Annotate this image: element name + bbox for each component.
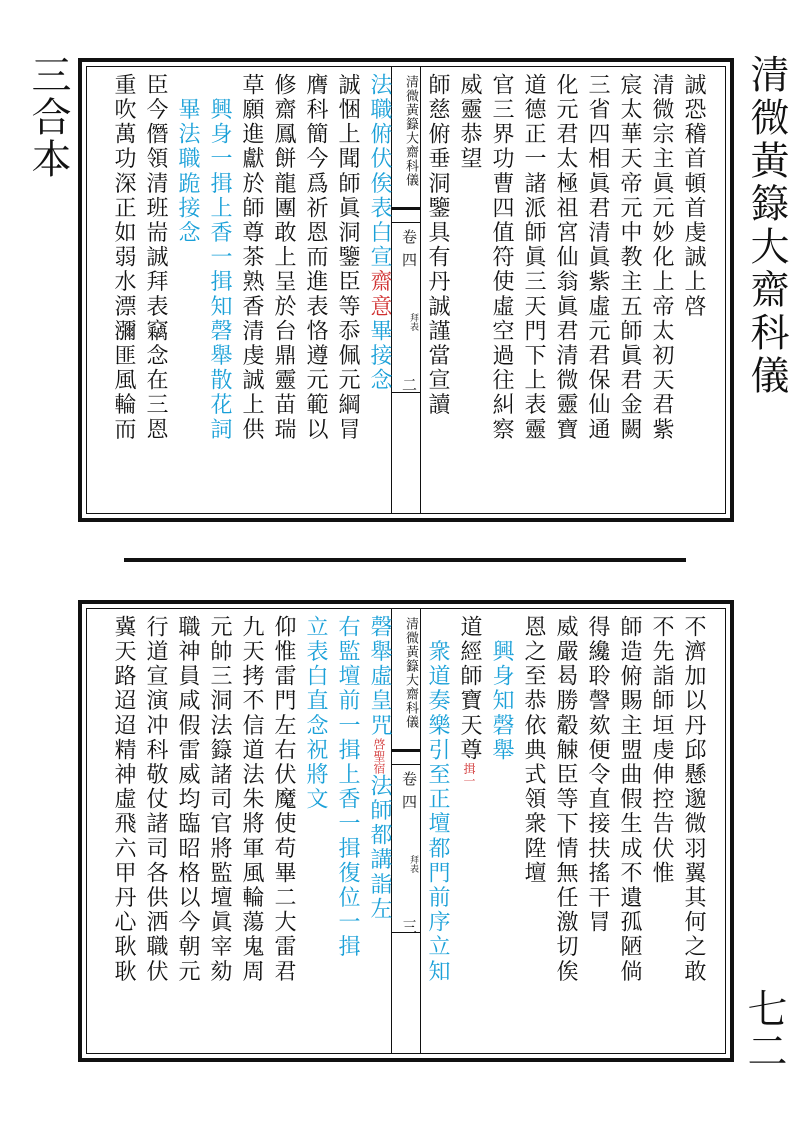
bottom-page-frame [78,600,734,1062]
text-column: 威嚴曷勝觳觫臣等下情無任激切俟 [553,615,578,984]
text-column: 職神員咸假雷威均臨昭格以今朝元 [175,615,200,984]
rubric-column: 右監壇前一揖上香一揖復位一揖 [335,615,360,960]
text-column: 誠悃上聞師眞洞鑒臣等忝佩元綱冐 [335,73,360,442]
text-column: 三省四相眞君清眞紫虛元君保仙通 [585,73,610,442]
edition-mark: 三合本 [25,54,71,180]
text-column: 化元君太極祖宮仙翁眞君清微靈寶 [553,73,578,442]
gutter-title: 清微黃籙大齋科儀 [403,617,418,729]
text-column: 仰惟雷門左右伏魔使苟畢二大雷君 [271,615,296,984]
rubric-red-note: 揖一 [462,762,476,787]
text-column: 重吹萬功深正如弱水漂瀰匪風輪而 [111,73,136,442]
top-left-half-text [107,73,395,507]
book-title-margin: 清微黃籙大齋科儀 [744,54,789,398]
text-column: 修齋鳳餅龍團敢上呈於台鼎靈苗瑞 [271,73,296,442]
bottom-left-half-text [107,615,395,1047]
rubric-text: 畢接念 [367,319,392,393]
text-column: 官三界功曹四值符使虛空過往糾察 [489,73,514,442]
text-column: 不先詣師垣虔伸控告伏惟 [649,615,674,886]
gutter-leaf-number: 二 [400,377,418,392]
rubric-text: 磬舉虛皇咒 [367,615,392,738]
text-column: 誠恐稽首頓首虔誠上啓 [681,73,706,319]
text-column: 草願進獻於師尊茶熟香清虔誠上供 [239,73,264,442]
gutter-volume: 卷四 [400,229,418,275]
text-column: 師慈俯垂洞鑒具有丹誠謹當宣讀 [425,73,450,418]
text-column: 行道宣演冲科敬仗諸司各供洒職伏 [143,615,168,984]
page-divider [124,558,686,562]
text-column: 威靈恭望 [457,73,482,172]
rubric-column: 衆道奏樂引至正壇都門前序立知 [425,615,450,984]
text-column: 元帥三洞法籙諸司官將監壇眞宰劾 [207,615,232,984]
page-number: 七二 [741,988,787,1072]
text-column [453,615,485,1047]
rubric-column: 興身知磬舉 [489,615,514,763]
text-column: 臣今僭領清班耑誠拜表竊念在三恩 [143,73,168,442]
rubric-column [363,73,395,507]
gutter-section: 拜表 [408,855,418,873]
top-page-frame [78,58,734,522]
text-column: 恩之至恭依典式領衆陞壇 [521,615,546,886]
top-center-gutter [391,67,421,513]
gutter-volume: 卷四 [400,771,418,817]
rubric-red-note: 啓聖宿 [372,738,386,774]
rubric-column [363,615,395,1047]
bottom-right-half-text [421,615,709,1047]
gutter-rule [392,932,420,933]
rubric-text: 法職俯伏俟表白宣 [367,73,392,270]
bottom-center-gutter [391,609,421,1053]
text-column: 清微宗主眞元妙化上帝太初天君紫 [649,73,674,442]
rubric-text: 法師都講詣左 [367,774,392,922]
top-right-half-text [421,73,709,507]
text-column: 宸太華天帝元中教主五師眞君金闕 [617,73,642,442]
text-column: 冀天路迢迢精神虛飛六甲丹心耿耿 [111,615,136,984]
text-column: 師造俯賜主盟曲假生成不遺孤陋倘 [617,615,642,984]
rubric-column: 立表白直念祝將文 [303,615,328,812]
rubric-column: 興身一揖上香一揖知磬舉散花詞 [207,73,232,442]
text-column: 不濟加以丹邱懸邈微羽翼其何之敢 [681,615,706,984]
text-column: 九天拷不信道法朱將軍風輪蕩鬼周 [239,615,264,984]
fishtail-mark [392,749,420,765]
rubric-column: 畢法職跪接念 [175,73,200,246]
rubric-red-text: 齋意 [367,269,392,320]
gutter-title: 清微黃籙大齋科儀 [403,75,418,187]
fishtail-mark [392,207,420,223]
gutter-section: 拜表 [408,313,418,331]
gutter-leaf-number: 三 [400,919,418,934]
bottom-page-inner-frame [86,608,726,1054]
gutter-rule [392,392,420,393]
text-column: 膺科簡今爲祈恩而進表恪遵元範以 [303,73,328,442]
text-column: 道德正一諸派師眞三天門下上表靈 [521,73,546,442]
invocation-text: 道經師寶天尊 [457,615,482,763]
text-column: 得纔聆謦欬便令直接扶搖干冐 [585,615,610,935]
top-page-inner-frame [86,66,726,514]
